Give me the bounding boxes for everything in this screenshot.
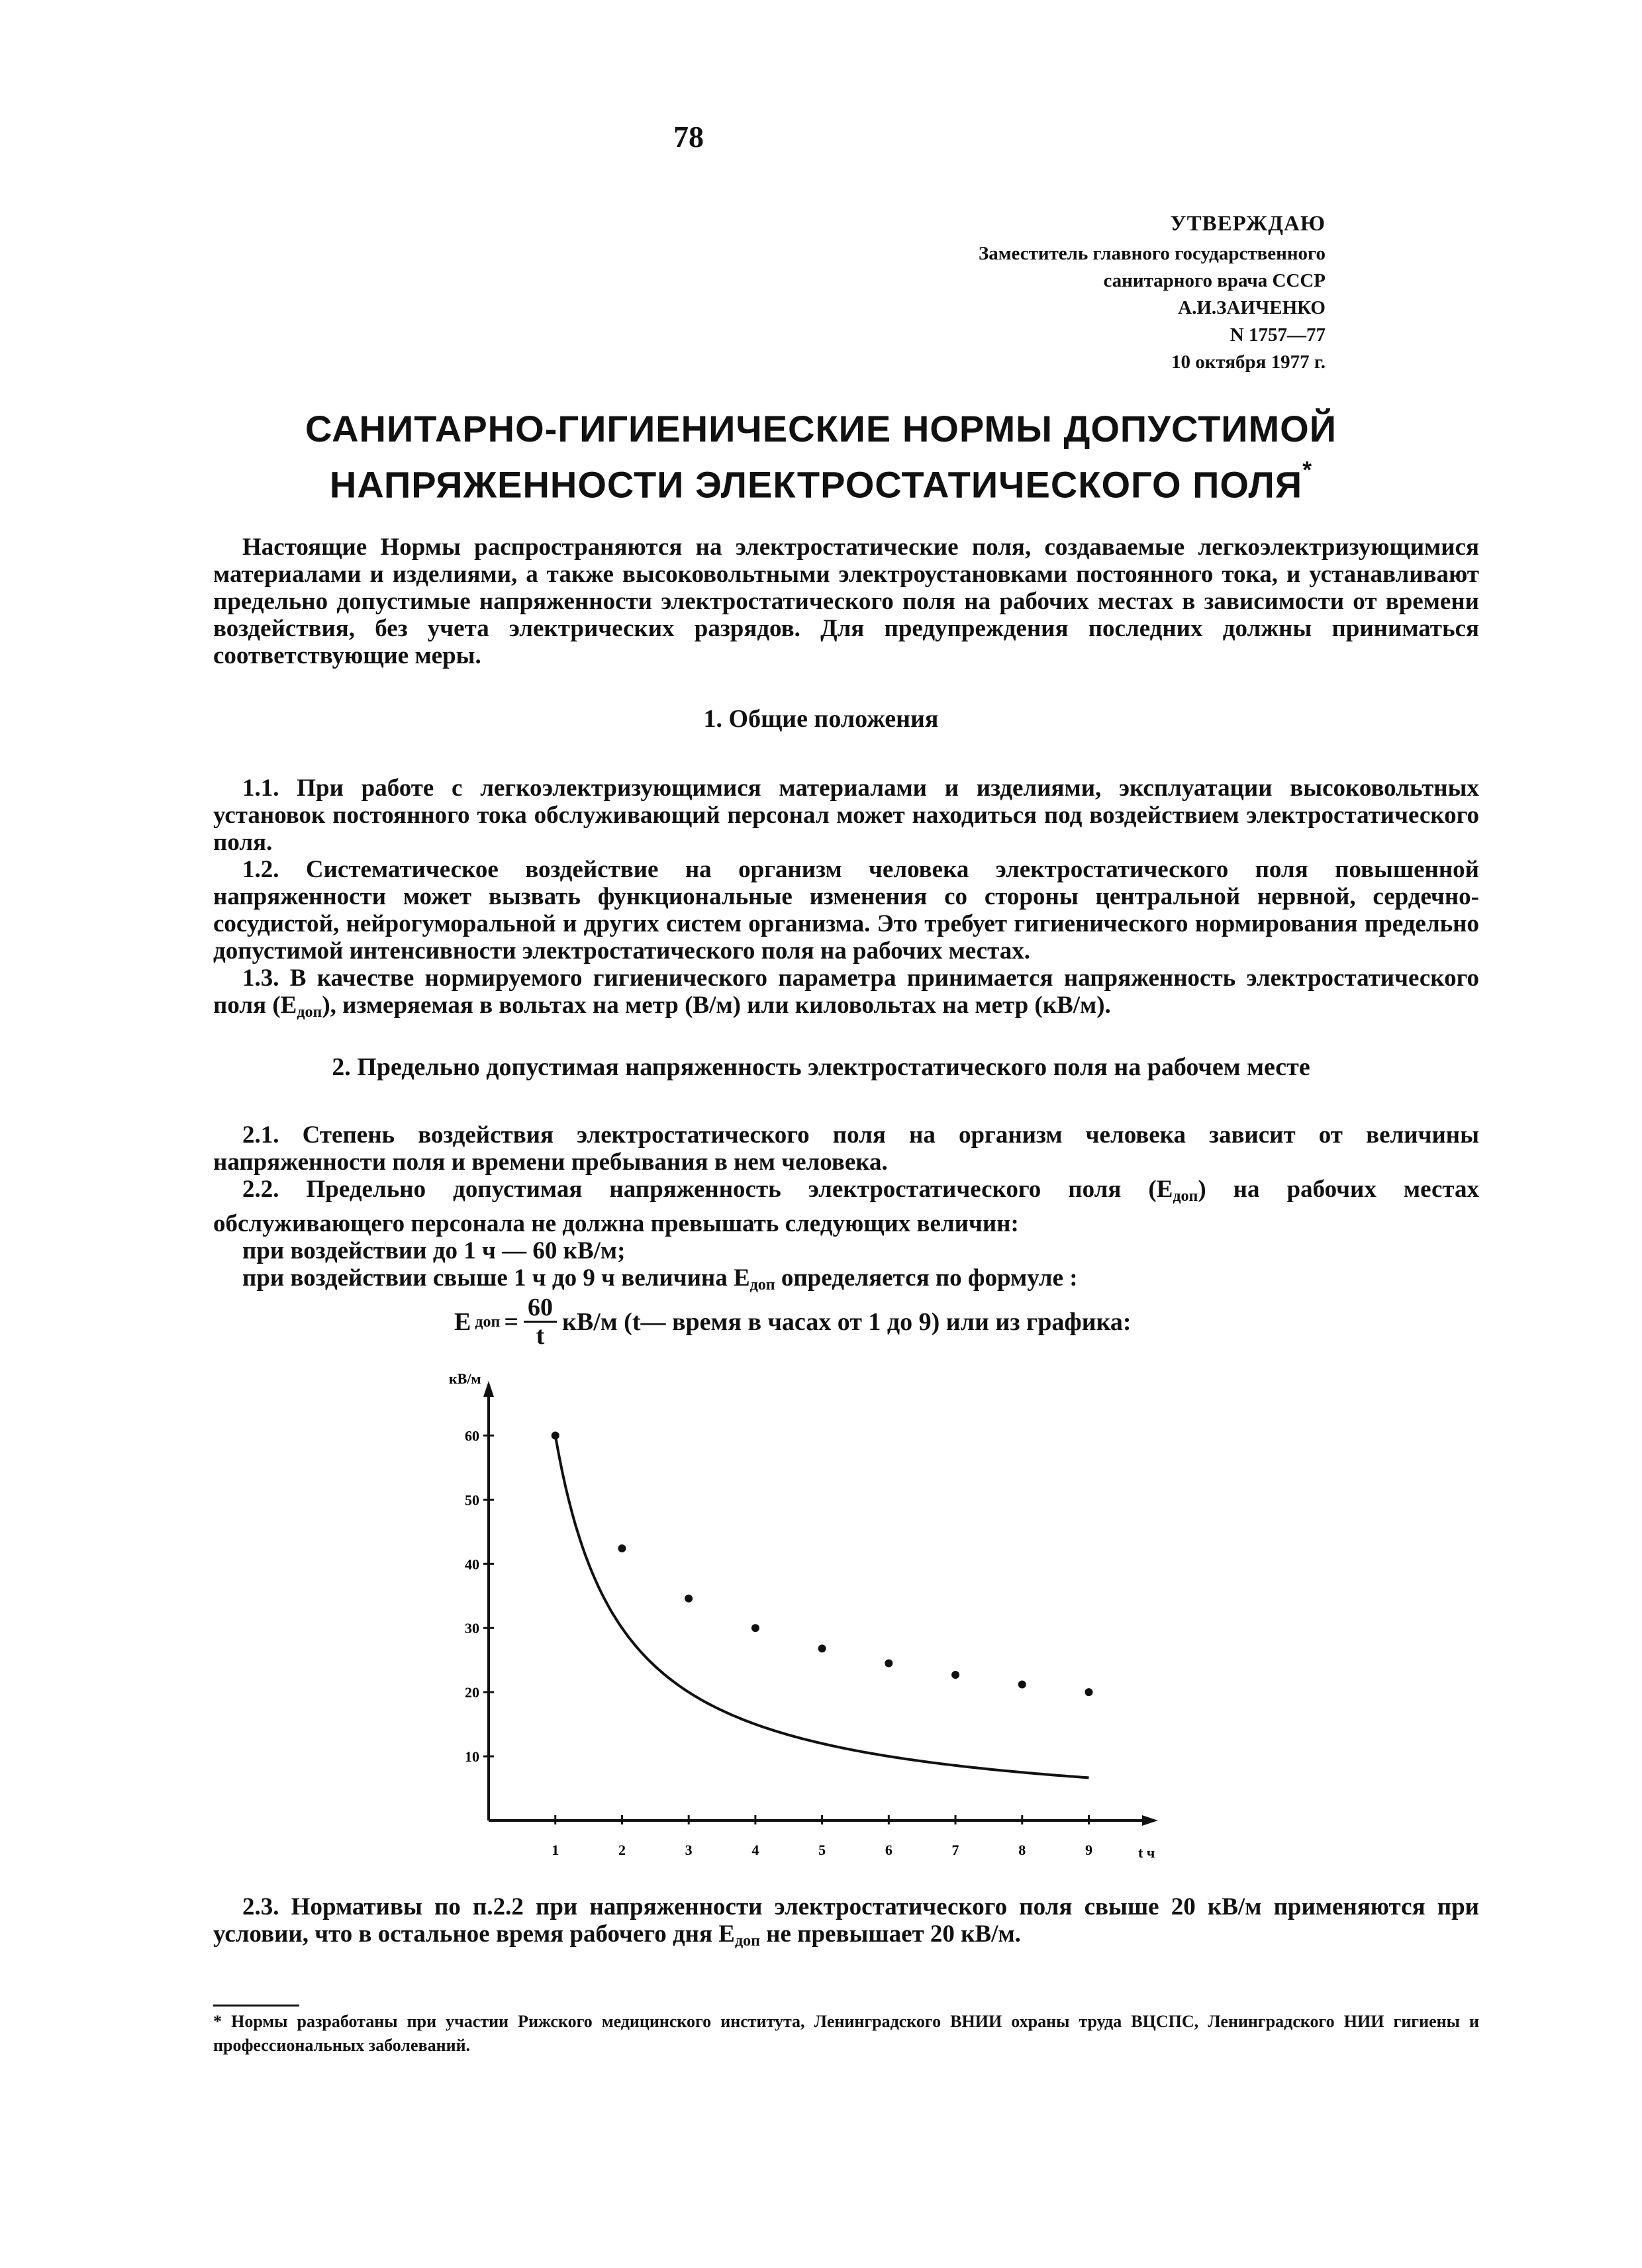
field-strength-chart	[424, 1364, 1192, 1867]
title-line-2-text: НАПРЯЖЕННОСТИ ЭЛЕКТРОСТАТИЧЕСКОГО ПОЛЯ	[329, 463, 1303, 506]
chart-y-tick-label: 30	[465, 1620, 479, 1637]
chart-y-tick-label: 50	[465, 1491, 479, 1509]
chart-y-tick-label: 10	[465, 1748, 479, 1766]
chart-y-tick-label: 60	[465, 1427, 479, 1444]
formula-numerator: 60	[524, 1294, 557, 1323]
chart-data-point	[885, 1660, 893, 1668]
intro-paragraph: Настоящие Нормы распространяются на электростатические поля, создаваемые легкоэлектризующимися материалами и изделиями, а также высоковольтными электроустановками постоянного тока, и устанавливают предельно допустимые напряженности электростатического поля на рабочих местах в зависимости от времени воздействия, без учета электрических разрядов. Для предупреждения последних должны приниматься соответствующие меры.	[213, 534, 1479, 669]
chart-y-tick-label: 40	[465, 1556, 479, 1573]
limit-line-2-sub: доп	[749, 1276, 775, 1294]
chart-y-axis-label: кВ/м	[449, 1370, 481, 1387]
chart-x-tick-label: 5	[818, 1842, 826, 1858]
approval-number: N 1757—77	[1230, 324, 1326, 346]
formula-eq: =	[504, 1307, 518, 1336]
formula-denominator: t	[536, 1322, 545, 1350]
formula-lhs: Е	[454, 1307, 471, 1336]
chart-x-tick-label: 3	[685, 1842, 693, 1858]
section-2-body-continued	[213, 1893, 1479, 1955]
paragraph-1-3-sub: доп	[297, 1004, 322, 1021]
chart-x-tick-label: 2	[618, 1842, 626, 1858]
chart-x-tick-label: 6	[885, 1842, 893, 1858]
approval-name: А.И.ЗАИЧЕНКО	[1178, 297, 1326, 318]
chart-series-line	[555, 1436, 1089, 1778]
title-line-1: САНИТАРНО-ГИГИЕНИЧЕСКИЕ НОРМЫ ДОПУСТИМОЙ	[305, 408, 1337, 449]
chart-data-point	[1085, 1688, 1092, 1696]
paragraph-1-1: 1.1. При работе с легкоэлектризующимися материалами и изделиями, эксплуатации высоковольтных установок постоянного тока обслуживающий персонал может находиться под воздействием электростатического поля.	[213, 775, 1479, 856]
chart-x-tick-label: 4	[751, 1842, 759, 1858]
chart-x-tick-label: 9	[1085, 1842, 1092, 1858]
paragraph-2-3	[213, 1893, 1479, 1955]
chart-x-tick-label: 1	[552, 1842, 559, 1858]
paragraph-2-3-text-b: не превышает 20 кВ/м.	[766, 1920, 1021, 1948]
paragraph-2-2-text-b: ) на рабочих местах обслуживающего персонала не должна превышать следующих величин:	[213, 1176, 1479, 1237]
section-2-body	[213, 1121, 1479, 1299]
chart-axes	[483, 1381, 1158, 1826]
paragraph-1-3-text-b: ), измеряемая в вольтах на метр (В/м) или киловольтах на метр (кВ/м).	[322, 992, 1111, 1019]
approval-title: УТВЕРЖДАЮ	[1170, 212, 1326, 236]
section-1-heading: 1. Общие положения	[703, 705, 939, 733]
chart-data-point	[1018, 1681, 1026, 1689]
paragraph-2-2	[213, 1176, 1479, 1237]
paragraph-2-3-sub: доп	[734, 1932, 760, 1950]
paragraph-1-3	[213, 965, 1479, 1026]
section-2-heading: 2. Предельно допустимая напряженность электростатического поля на рабочем месте	[332, 1053, 1310, 1081]
chart-x-axis-label: t ч	[1138, 1844, 1155, 1861]
chart-data-point	[751, 1624, 759, 1632]
chart-data-point	[951, 1671, 959, 1679]
approval-date: 10 октября 1977 г.	[1171, 352, 1326, 373]
limit-line-1: при воздействии до 1 ч — 60 кВ/м;	[242, 1237, 626, 1264]
formula-sub: доп	[475, 1313, 501, 1331]
section-1-body	[213, 775, 1479, 1026]
chart-data-point	[618, 1544, 626, 1552]
title-footnote-mark: *	[1302, 456, 1313, 483]
chart-ticks	[465, 1427, 1092, 1858]
chart-x-tick-label: 8	[1018, 1842, 1026, 1858]
approval-position: Заместитель главного государственного	[978, 243, 1326, 264]
paragraph-2-2-sub: доп	[1173, 1188, 1198, 1205]
paragraph-1-2: 1.2. Систематическое воздействие на организм человека электростатического поля повышенной напряженности может вызвать функциональные изменения со стороны центральной нервной, сердечно-сосудистой, нейрогуморальной и других систем организма. Это требует гигиенического нормирования предельно допустимой интенсивности электростатического поля на рабочих местах.	[213, 856, 1479, 965]
paragraph-1-3-text-a: 1.3. В качестве нормируемого гигиенического параметра принимается напряженность электростатического поля (Е	[213, 965, 1479, 1019]
formula-rest: кВ/м (t— время в часах от 1 до 9) или из графика:	[561, 1307, 1132, 1336]
paragraph-2-3-text-a: 2.3. Нормативы по п.2.2 при напряженности электростатического поля свыше 20 кВ/м применяются при условии, что в остальное время рабочего дня Е	[213, 1893, 1479, 1948]
approval-stamp	[663, 211, 1326, 376]
paragraph-2-2-text-a: 2.2. Предельно допустимая напряженность электростатического поля (Е	[242, 1176, 1173, 1203]
title-line-2	[0, 453, 1642, 509]
chart-data-point	[818, 1644, 826, 1652]
chart-data-point	[552, 1431, 559, 1439]
formula-fraction	[524, 1294, 557, 1349]
chart-points	[552, 1431, 1093, 1696]
chart-x-axis-arrow	[1142, 1815, 1158, 1826]
page-number: 78	[673, 120, 704, 154]
chart-data-point	[685, 1595, 693, 1603]
limit-line-2-text-a: при воздействии свыше 1 ч до 9 ч величина Е	[242, 1264, 750, 1292]
formula	[454, 1294, 1132, 1349]
intro-block	[213, 534, 1479, 669]
footnote-divider	[213, 2005, 299, 2007]
limit-line-2-text-b: определяется по формуле :	[781, 1264, 1078, 1292]
chart-y-tick-label: 20	[465, 1684, 479, 1701]
footnote: * Нормы разработаны при участии Рижского медицинского института, Ленинградского ВНИИ охраны труда ВЦСПС, Ленинградского НИИ гигиены и профессиональных заболеваний.	[213, 2012, 1479, 2055]
document-title	[0, 405, 1642, 509]
approval-position-2: санитарного врача СССР	[1103, 270, 1326, 291]
paragraph-2-1: 2.1. Степень воздействия электростатического поля на организм человека зависит от величины напряженности поля и времени пребывания в нем человека.	[213, 1121, 1479, 1176]
chart-x-tick-label: 7	[951, 1842, 959, 1858]
chart-y-axis-arrow	[483, 1381, 494, 1397]
